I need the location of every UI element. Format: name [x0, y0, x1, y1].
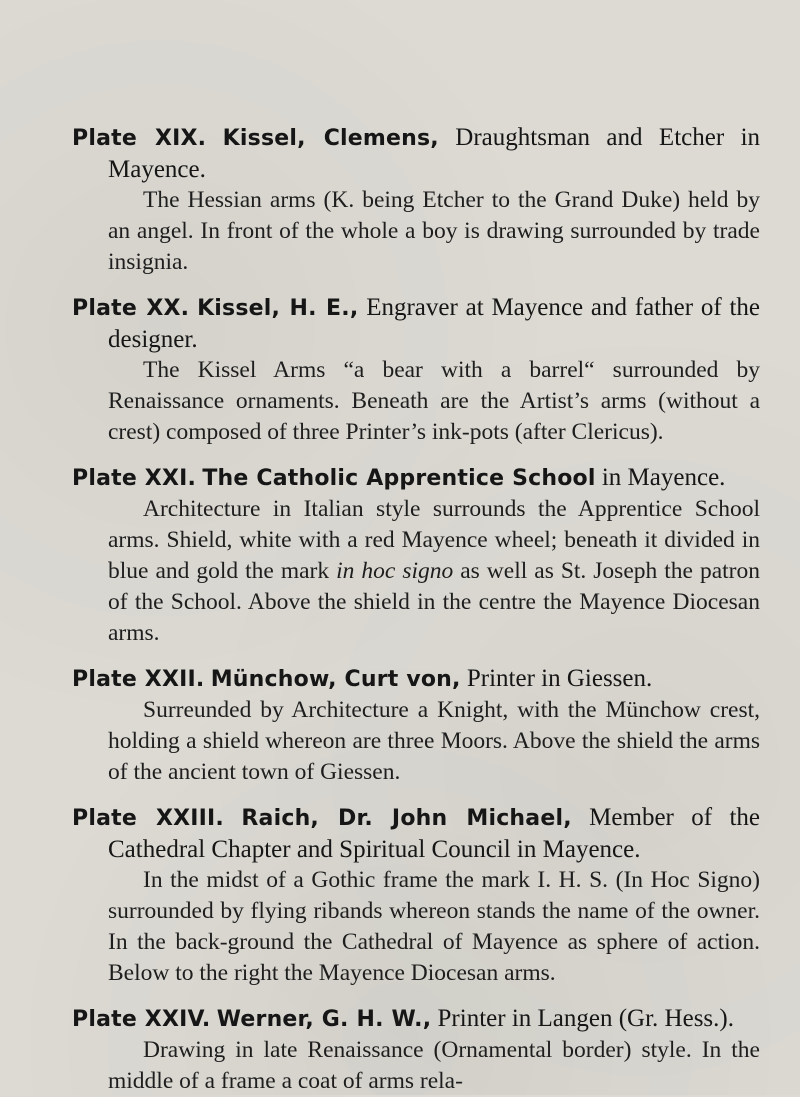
plate-title-rest: Printer in Langen (Gr. Hess.). — [437, 1005, 734, 1032]
plate-heading — [72, 462, 760, 494]
plate-description: The Hessian arms (K. being Etcher to the Grand Duke) held by an angel. In front of the whole a boy is drawing surrounded by trade insignia. — [108, 187, 760, 275]
plate-number: Plate XXII. — [72, 667, 205, 692]
plate-number: Plate XXIII. — [72, 806, 224, 831]
plate-title-rest: Engraver at Mayence and father of the designer. — [108, 294, 761, 353]
plate-title-rest: Printer in Giessen. — [466, 665, 653, 692]
plate-entry-xxii — [72, 663, 760, 788]
plate-heading — [72, 802, 761, 865]
plate-description-part: as well as St. Joseph the patron of the School. Above the shield in the centre the Mayence Diocesan arms. — [108, 558, 760, 646]
plate-description: Drawing in late Renaissance (Ornamental border) style. In the middle of a frame a coat of arms rela- — [108, 1037, 760, 1094]
plate-owner-name: Werner, G. H. W., — [216, 1007, 432, 1032]
plate-title-rest: in Mayence. — [601, 464, 726, 491]
plate-description — [108, 494, 760, 649]
plate-number: Plate XXIV. — [72, 1007, 211, 1032]
plate-description: Surreunded by Architecture a Knight, with the Münchow crest, holding a shield whereon are three Moors. Above the shield the arms of the ancient town of Giessen. — [108, 697, 760, 785]
plate-heading — [72, 122, 761, 185]
plate-entry-xxiii — [72, 802, 761, 989]
plate-description: In the midst of a Gothic frame the mark I. H. S. (In Hoc Signo) surrounded by flying ribands whereon stands the name of the owner. In the back-ground the Cathedral of Mayence as sphere of action. Below to the right the Mayence Diocesan arms. — [108, 867, 760, 986]
plate-entry-xxiv — [72, 1003, 760, 1097]
plate-number: Plate XXI. — [72, 466, 197, 491]
plate-owner-name: The Catholic Apprentice School — [202, 466, 596, 491]
plate-heading — [72, 292, 761, 355]
plate-number: Plate XX. — [72, 296, 190, 321]
plate-description-part: Architecture in Italian style surrounds the Apprentice School arms. Shield, white with a red Mayence wheel; beneath it divided in blue and gold the mark — [108, 496, 760, 584]
plate-title-rest: Draughtsman and Etcher in Mayence. — [108, 124, 761, 183]
plate-description: The Kissel Arms “a bear with a barrel“ surrounded by Renaissance ornaments. Beneath are the Artist’s arms (without a crest) composed of three Printer’s ink-pots (after Clericus). — [108, 357, 760, 445]
plate-entry-xxi — [72, 462, 760, 649]
plate-number: Plate XIX. — [72, 126, 207, 151]
plate-title-rest: Member of the Cathedral Chapter and Spiritual Council in Mayence. — [108, 804, 761, 863]
plate-heading — [72, 1003, 760, 1035]
plate-entry-xix — [72, 122, 761, 278]
plate-owner-name: Kissel, Clemens, — [222, 126, 439, 151]
plate-description-italic: in hoc signo — [336, 558, 454, 584]
plate-owner-name: Münchow, Curt von, — [210, 667, 461, 692]
plate-entry-xx — [72, 292, 761, 448]
plate-owner-name: Kissel, H. E., — [197, 296, 359, 321]
plate-heading — [72, 663, 760, 695]
plate-owner-name: Raich, Dr. John Michael, — [241, 806, 572, 831]
